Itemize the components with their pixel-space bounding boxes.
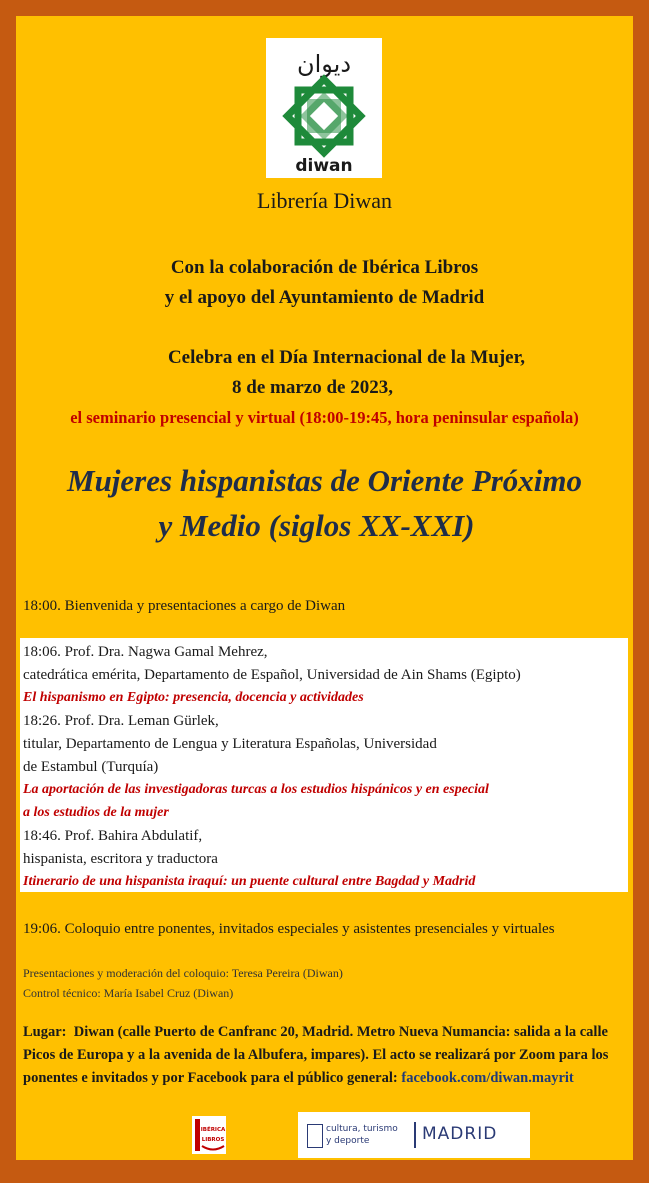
madrid-wordmark: MADRID: [422, 1124, 498, 1144]
svg-text:LIBROS: LIBROS: [201, 1137, 225, 1143]
celebrates-line: Celebra en el Día Internacional de la Mujer,: [167, 347, 526, 368]
speaker-1-name: 18:06. Prof. Dra. Nagwa Gamal Mehrez,: [23, 644, 268, 660]
speaker-3-affiliation: hispanista, escritora y traductora: [23, 851, 218, 867]
madrid-divider: [414, 1122, 416, 1148]
moderation-credit: Presentaciones y moderación del coloquio: Teresa Pereira (Diwan): [23, 966, 343, 980]
speaker-3-name: 18:46. Prof. Bahira Abdulatif,: [23, 828, 203, 844]
collab-line-1: Con la colaboración de Ibérica Libros: [170, 257, 479, 278]
madrid-dept-line-1: cultura, turismo: [326, 1124, 398, 1134]
speaker-2-talk-1: La aportación de las investigadoras turcas a los estudios hispánicos y en especial: [23, 782, 489, 797]
technical-credit: Control técnico: María Isabel Cruz (Diwan): [23, 986, 234, 1000]
speakers-box: [20, 638, 628, 892]
colloquium-line: 19:06. Coloquio entre ponentes, invitados especiales y asistentes presenciales y virtuales: [23, 921, 555, 937]
collab-line-2: y el apoyo del Ayuntamiento de Madrid: [164, 287, 485, 308]
speaker-2-name: 18:26. Prof. Dra. Leman Gürlek,: [23, 713, 219, 729]
diwan-logo: [266, 38, 382, 178]
event-date: 8 de marzo de 2023,: [232, 377, 393, 398]
speaker-2-affiliation-2: de Estambul (Turquía): [23, 759, 159, 775]
speaker-2-talk-2: a los estudios de la mujer: [23, 805, 169, 820]
speaker-3-talk: Itinerario de una hispanista iraquí: un puente cultural entre Bagdad y Madrid: [23, 874, 476, 889]
speaker-1-talk: El hispanismo en Egipto: presencia, docencia y actividades: [23, 690, 364, 705]
venue-block: [23, 1021, 631, 1090]
speaker-1-affiliation: catedrática emérita, Departamento de Español, Universidad de Ain Shams (Egipto): [23, 667, 521, 683]
madrid-council-logo: [298, 1112, 530, 1158]
madrid-crest-icon: [307, 1124, 323, 1148]
venue-label: Lugar:: [23, 1024, 67, 1040]
speaker-2-affiliation-1: titular, Departamento de Lengua y Literatura Españolas, Universidad: [23, 736, 437, 752]
poster: [16, 16, 633, 1160]
welcome-line: 18:00. Bienvenida y presentaciones a cargo de Diwan: [23, 598, 346, 614]
venue-text: Diwan (calle Puerto de Canfranc 20, Madrid. Metro Nueva Numancia: salida a la calle Picos de Europa y a la avenida de la Albufera, impares). El acto se realizará por Zoom para los ponentes e invitados y por Facebook para el público general:: [23, 1024, 609, 1086]
logo-latin-text: diwan: [295, 156, 353, 176]
title-line-1: Mujeres hispanistas de Oriente Próximo: [67, 463, 582, 498]
title-line-2: y Medio (siglos XX-XXI): [158, 508, 475, 543]
svg-text:IBÉRICA: IBÉRICA: [200, 1127, 226, 1133]
iberica-libros-logo: [192, 1116, 226, 1154]
logo-arabic-text: ديوان: [296, 50, 352, 78]
seminar-line: el seminario presencial y virtual (18:00-19:45, hora peninsular española): [70, 408, 579, 427]
facebook-link[interactable]: facebook.com/diwan.mayrit: [401, 1070, 574, 1086]
library-name: Librería Diwan: [257, 188, 392, 213]
madrid-dept-line-2: y deporte: [326, 1136, 370, 1146]
